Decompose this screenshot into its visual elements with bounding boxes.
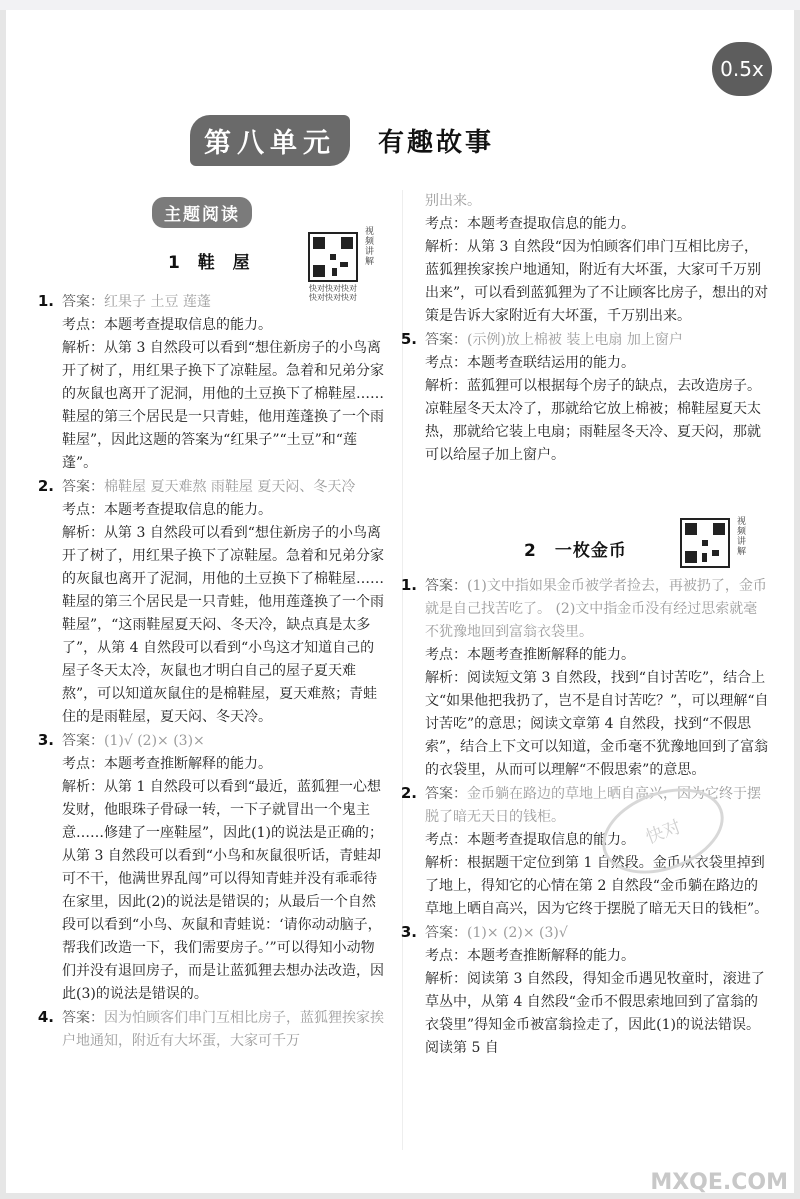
analysis-para: 解析：阅读第 3 自然段，得知金币遇见牧童时，滚进了草丛中，从第 4 自然段“金币不假思索地回到了富翁的衣袋里”得知金币被富翁捡走了，因此(1)的说法错误。阅读第 5 自 — [425, 971, 765, 1056]
note-line: 考点：本题考查提取信息的能力。 — [425, 216, 635, 232]
right-column-top — [400, 190, 770, 467]
analysis-para: 解析：从第 1 自然段可以看到“最近，蓝狐狸一心想发财，他眼珠子骨碌一转，一下子就冒出一个鬼主意……修建了一座鞋屋”，因此(1)的说法是正确的；从第 3 自然段可以看到“小鸟和灰鼠很听话，青蛙却可不干，他满世界乱闯”可以得知青蛙并没有乖乖待在家里，因此(2)的说法是错误的；从最后一个自然段可以看到“小鸟、灰鼠和青蛙说：‘请你动动脑子，帮我们改造一下，我们需要房子。’”可以得知小动物们并没有退回房子，而是让蓝狐狸去想办法改造，因此(3)的说法是错误的。 — [62, 779, 384, 1002]
analysis-para: 解析：根据题干定位到第 1 自然段。金币从衣袋里掉到了地上，得知它的心情在第 2 自然段“金币躺在路边的草地上晒自高兴，因为它终于摆脱了暗无天日的钱柜”。 — [425, 855, 769, 917]
answer-line: 3. 答案：(1)√ (2)× (3)× — [37, 731, 205, 749]
note-line: 考点：本题考查推断解释的能力。 — [425, 647, 635, 663]
analysis-para: 解析：从第 3 自然段“因为怕顾客们串门互相比房子，蓝狐狸挨家挨户地通知，附近有大坏蛋，大家可千万别出来”，可以看到蓝狐狸为了不让顾客比房子，想出的对策是告诉大家附近有大坏蛋，千万别出来。 — [425, 239, 769, 324]
lesson-1-title: 1 鞋 屋 — [168, 253, 256, 273]
left-column — [37, 290, 386, 1053]
answer-line: 1. 答案：红果子 土豆 莲蓬 — [37, 292, 211, 310]
unit-title: 有趣故事 — [378, 128, 495, 158]
qr-code-lesson-1[interactable] — [308, 232, 358, 282]
note-line: 考点：本题考查联结运用的能力。 — [425, 355, 635, 371]
site-watermark: MXQE.COM — [650, 1170, 788, 1195]
analysis-para: 解析：阅读短文第 3 自然段，找到“自讨苦吃”，结合上文“如果他把我扔了，岂不是自讨苦吃？”，可以理解“自讨苦吃”的意思；阅读文章第 4 自然段，找到“不假思索”，结合上下文可以知道，金币毫不犹豫地回到了富翁的衣袋里，从而可以理解“不假思索”的意思。 — [425, 670, 769, 778]
note-line: 考点：本题考查提取信息的能力。 — [62, 502, 272, 518]
unit-banner — [190, 115, 494, 166]
analysis-para: 解析：蓝狐狸可以根据每个房子的缺点，去改造房子。凉鞋屋冬天太冷了，那就给它放上棉被；棉鞋屋夏天太热，那就给它装上电扇；雨鞋屋冬天冷、夏天闷，那就可以给屋子加上窗户。 — [425, 378, 761, 463]
lesson-2-title: 2 一枚金币 — [524, 541, 627, 561]
top-bar — [0, 0, 800, 10]
answer-line: 2. 答案：金币躺在路边的草地上晒自高兴，因为它终于摆脱了暗无天日的钱柜。 — [400, 784, 761, 825]
answer-line: 2. 答案：棉鞋屋 夏天难熬 雨鞋屋 夏天闷、冬天冷 — [37, 477, 356, 495]
unit-label: 第八单元 — [190, 115, 350, 166]
answer-line: 1. 答案：(1)文中指如果金币被学者捡去，再被扔了，金币就是自己找苦吃了。 (2)文中指金币没有经过思索就毫不犹豫地回到富翁衣袋里。 — [400, 576, 767, 640]
stamp-watermark: 快对 — [590, 773, 735, 889]
qr-side-label-2: 视频讲解 — [735, 516, 745, 556]
analysis-para: 解析：从第 3 自然段可以看到“想住新房子的小鸟离开了树了，用红果子换下了凉鞋屋。急着和兄弟分家的灰鼠也离开了泥洞，用他的土豆换下了棉鞋屋……鞋屋的第三个居民是一只青蛙，他用莲蓬换了一个雨鞋屋”，“这雨鞋屋夏天闷、冬天冷，缺点真是太多了”，从第 4 自然段可以看到“小鸟这才知道自己的屋子冬天太冷，灰鼠也才明白自己的屋子夏天难熬”，可以知道灰鼠住的是棉鞋屋，夏天难熬；青蛙住的是雨鞋屋，夏天闷、冬天冷。 — [62, 525, 384, 725]
qr-caption-1: 快对快对快对 快对快对快对 — [309, 284, 357, 302]
answer-line: 5. 答案：(示例)放上棉被 装上电扇 加上窗户 — [400, 330, 683, 348]
qr-code-lesson-2[interactable] — [680, 518, 730, 568]
theme-reading-tag: 主题阅读 — [152, 197, 252, 228]
note-line: 考点：本题考查提取信息的能力。 — [425, 832, 635, 848]
answer-line: 3. 答案：(1)× (2)× (3)√ — [400, 923, 568, 941]
zoom-level-badge[interactable]: 0.5x — [712, 42, 772, 96]
qr-side-label-1: 视频讲解 — [363, 226, 373, 266]
note-line: 考点：本题考查推断解释的能力。 — [425, 948, 635, 964]
note-line: 考点：本题考查提取信息的能力。 — [62, 317, 272, 333]
answer-continued: 别出来。 — [425, 193, 481, 209]
answer-line: 4. 答案：因为怕顾客们串门互相比房子，蓝狐狸挨家挨户地通知，附近有大坏蛋，大家可千万 — [37, 1008, 384, 1049]
note-line: 考点：本题考查推断解释的能力。 — [62, 756, 272, 772]
analysis-para: 解析：从第 3 自然段可以看到“想住新房子的小鸟离开了树了，用红果子换下了凉鞋屋。急着和兄弟分家的灰鼠也离开了泥洞，用他的土豆换下了棉鞋屋……鞋屋的第三个居民是一只青蛙，他用莲蓬换了一个雨鞋屋”，因此这题的答案为“红果子”“土豆”和“莲蓬”。 — [62, 340, 384, 471]
